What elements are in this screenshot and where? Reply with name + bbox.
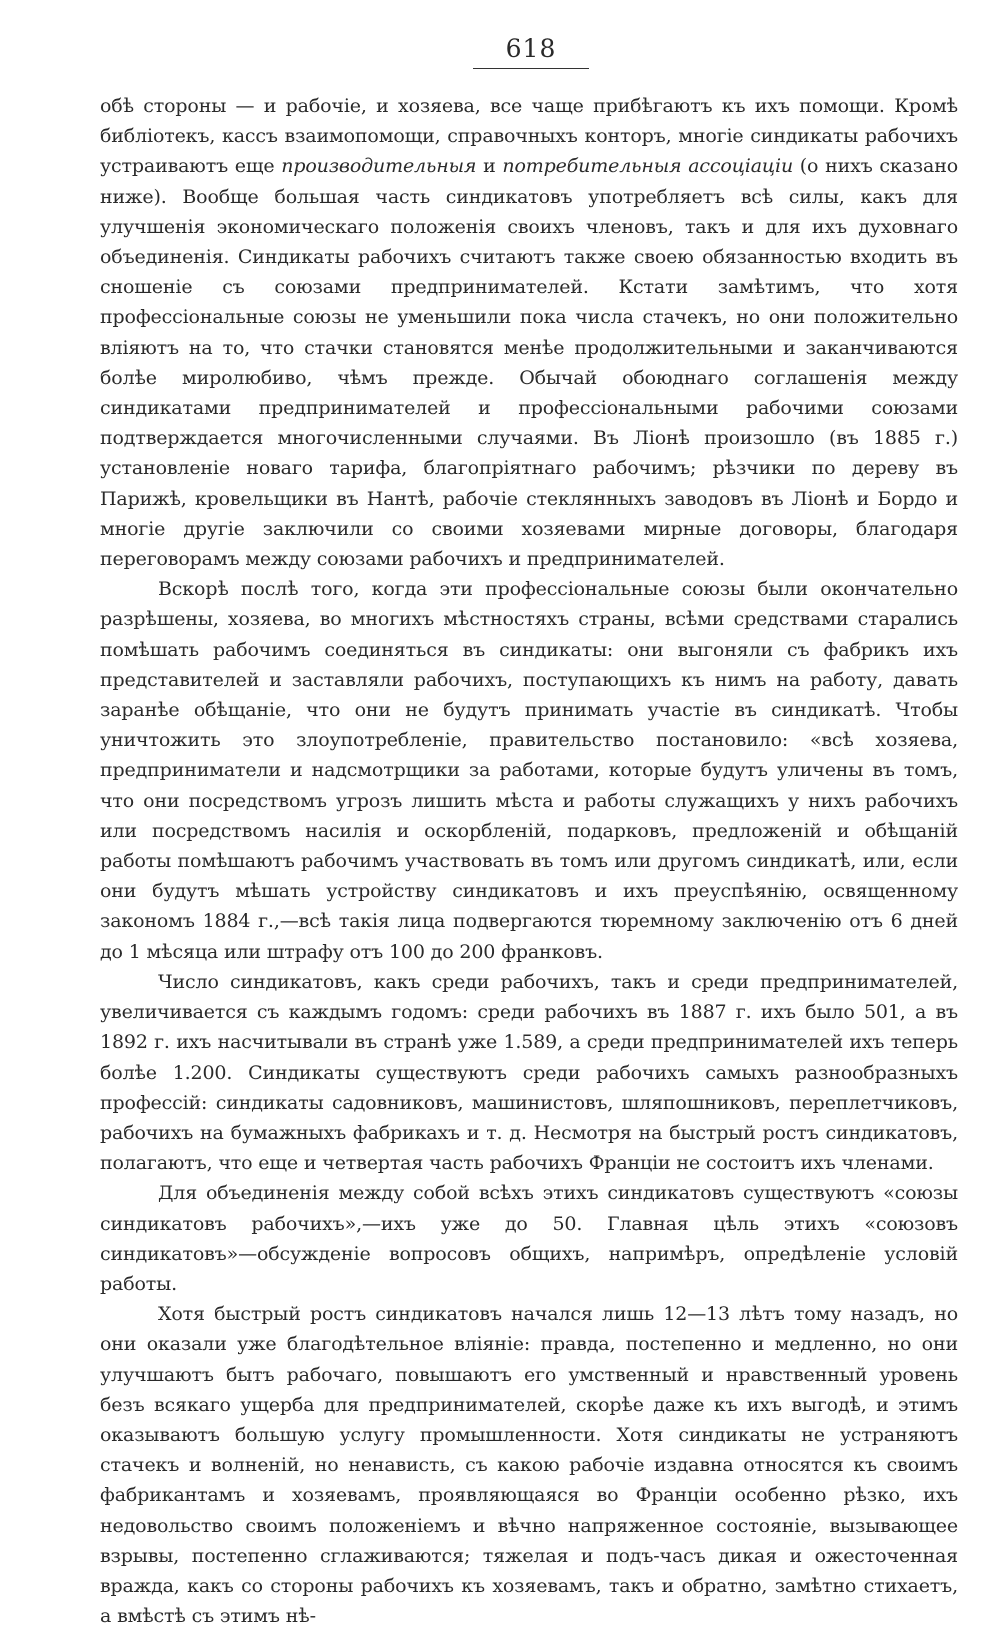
paragraph-2 (100, 574, 958, 967)
text-run: обѣ стороны — и рабочіе, и хозяева, все чаще прибѣгаютъ къ ихъ помощи. Кромѣ библіотекъ, кассъ взаимопомощи, справочныхъ конторъ, многіе синдикаты рабочихъ устраиваютъ еще (100, 95, 958, 178)
text-run: Вскорѣ послѣ того, когда эти профессіональные союзы были окончательно разрѣшены, хозяева, во многихъ мѣстностяхъ страны, всѣми средствами старались помѣшать рабочимъ соединяться въ синдикаты: они выгоняли съ фабрикъ ихъ представителей и заставляли рабочихъ, поступающихъ къ нимъ на работу, давать заранѣе обѣщаніе, что они не будутъ принимать участіе въ синдикатѣ. Чтобы уничтожить это злоупотребленіе, правительство постановило: «всѣ хозяева, предприниматели и надсмотрщики за работами, которые будутъ уличены въ томъ, что они посредствомъ угрозъ лишить мѣста и работы служащихъ у нихъ рабочихъ или посредствомъ насилія и оскорбленій, подарковъ, предложеній и обѣщаній работы помѣшаютъ рабочимъ участвовать въ томъ или другомъ синдикатѣ, или, если они будутъ мѣшать устройству синдикатовъ и ихъ преуспѣянію, освященному закономъ 1884 г.,—всѣ такія лица подвергаются тюремному заключенію отъ 6 дней до 1 мѣсяца или штрафу отъ 100 до 200 франковъ. (100, 578, 958, 963)
italic-text-run: производительныя (281, 155, 477, 178)
paragraph-4 (100, 1178, 958, 1299)
text-run: Для объединенія между собой всѣхъ этихъ синдикатовъ существуютъ «союзы синдикатовъ рабочихъ»,—ихъ уже до 50. Главная цѣль этихъ «союзовъ синдикатовъ»—обсужденіе вопросовъ общихъ, напримѣръ, опредѣленіе условій работы. (100, 1182, 958, 1295)
page-number: 618 (473, 32, 589, 69)
text-run: Число синдикатовъ, какъ среди рабочихъ, такъ и среди предпринимателей, увеличивается съ каждымъ годомъ: среди рабочихъ въ 1887 г. ихъ было 501, а въ 1892 г. ихъ насчитывали въ странѣ уже 1.589, а среди предпринимателей ихъ теперь болѣе 1.200. Синдикаты существуютъ среди рабочихъ самыхъ разнообразныхъ профессій: синдикаты садовниковъ, машинистовъ, шляпошниковъ, переплетчиковъ, рабочихъ на бумажныхъ фабрикахъ и т. д. Несмотря на быстрый ростъ синдикатовъ, полагаютъ, что еще и четвертая часть рабочихъ Франціи не состоитъ ихъ членами. (100, 970, 958, 1175)
italic-text-run: потребительныя ассоціаціи (502, 155, 794, 178)
body-text (100, 91, 958, 1631)
paragraph-1 (100, 91, 958, 574)
text-run: (о нихъ сказано ниже). Вообще большая часть синдикатовъ употребляетъ всѣ силы, какъ для улучшенія экономическаго положенія своихъ членовъ, такъ и для ихъ духовнаго объединенія. Синдикаты рабочихъ считаютъ также своею обязанностью входить въ сношеніе съ союзами предпринимателей. Кстати замѣтимъ, что хотя профессіональные союзы не уменьшили пока числа стачекъ, но они положительно вліяютъ на то, что стачки становятся менѣе продолжительными и заканчиваются болѣе миролюбиво, чѣмъ прежде. Обычай обоюднаго соглашенія между синдикатами предпринимателей и профессіональными рабочими союзами подтверждается многочисленными случаями. Въ Ліонѣ произошло (въ 1885 г.) установленіе новаго тарифа, благопріятнаго рабочимъ; рѣзчики по дереву въ Парижѣ, кровельщики въ Нантѣ, рабочіе стеклянныхъ заводовъ въ Ліонѣ и Бордо и многіе другіе заключили со своими хозяевами мирные договоры, благодаря переговорамъ между союзами рабочихъ и предпринимателей. (100, 155, 958, 571)
paragraph-3 (100, 967, 958, 1178)
text-run: Хотя быстрый ростъ синдикатовъ начался лишь 12—13 лѣтъ тому назадъ, но они оказали уже благодѣтельное вліяніе: правда, постепенно и медленно, но они улучшаютъ бытъ рабочаго, повышаютъ его умственный и нравственный уровень безъ всякаго ущерба для предпринимателей, скорѣе даже къ ихъ выгодѣ, и этимъ оказываютъ большую услугу промышленности. Хотя синдикаты не устраняютъ стачекъ и волненій, но ненависть, съ какою рабочіе издавна относятся къ своимъ фабрикантамъ и хозяевамъ, проявляющаяся во Франціи особенно рѣзко, ихъ недовольство своимъ положеніемъ и вѣчно напряженное состояніе, вызывающее взрывы, постепенно сглаживаются; тяжелая и подъ-часъ дикая и ожесточенная вражда, какъ со стороны рабочихъ къ хозяевамъ, такъ и обратно, замѣтно стихаетъ, а вмѣстѣ съ этимъ нѣ- (100, 1303, 958, 1628)
paragraph-5 (100, 1299, 958, 1631)
text-run: и (476, 155, 503, 178)
